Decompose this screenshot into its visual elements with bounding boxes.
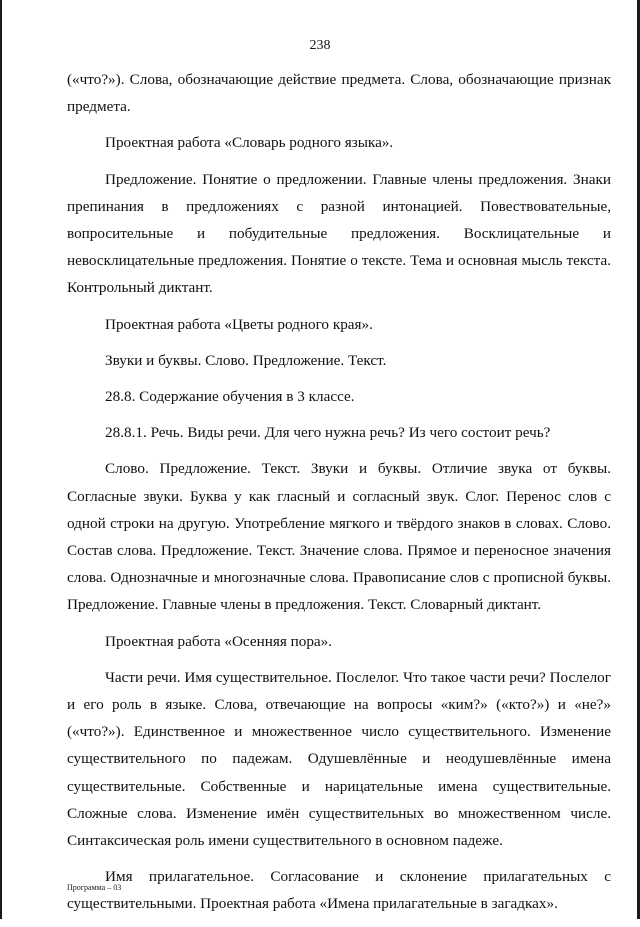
paragraph-parts-of-speech: Части речи. Имя существительное. Послелог. Что такое части речи? Послелог и его роль в языке. Слова, отвечающие на вопросы «ким?» («кто?») и «не?» («что?»). Единственное и множественное число существительного. Изменение существительного по падежам. Одушевлённые и неодушевлённые имена существительные. Собственные и нарицательные имена существительные. Сложные слова. Изменение имён существительных во множественном числе. Синтаксическая роль имени существительного в основном падеже.	[67, 668, 611, 850]
section-heading-3-grade: 28.8. Содержание обучения в 3 классе.	[105, 388, 355, 406]
paragraph-project-dictionary: Проектная работа «Словарь родного языка».	[105, 134, 394, 152]
page-border-left	[0, 0, 2, 919]
page-number: 238	[309, 38, 331, 53]
paragraph-continuation: («что?»). Слова, обозначающие действие предмета. Слова, обозначающие признак предмета.	[67, 71, 611, 116]
subsection-heading-speech: 28.8.1. Речь. Виды речи. Для чего нужна речь? Из чего состоит речь?	[105, 424, 551, 442]
paragraph-word-sentence: Слово. Предложение. Текст. Звуки и буквы. Отличие звука от буквы. Согласные звуки. Буква у как гласный и согласный звук. Слог. Перенос слов с одной строки на другую. Употребление мягкого и твёрдого знаков в словах. Слово. Состав слова. Предложение. Текст. Значение слова. Прямое и переносное значения слова. Однозначные и многозначные слова. Правописание слов с прописной буквы. Предложение. Главные члены в предложения. Текст. Словарный диктант.	[67, 460, 611, 614]
document-body	[67, 66, 611, 927]
paragraph-adjective: Имя прилагательное. Согласование и склонение прилагательных с существительными. Проектная работа «Имена прилагательные в загадках».	[67, 868, 611, 913]
paragraph-sounds-letters: Звуки и буквы. Слово. Предложение. Текст.	[105, 351, 387, 369]
footer-program-label: Программа – 03	[67, 883, 122, 892]
paragraph-sentence: Предложение. Понятие о предложении. Главные члены предложения. Знаки препинания в предложениях с разной интонацией. Повествовательные, вопросительные и побудительные предложения. Восклицательные и невосклицательные предложения. Понятие о тексте. Тема и основная мысль текста. Контрольный диктант.	[67, 170, 611, 297]
paragraph-project-autumn: Проектная работа «Осенняя пора».	[105, 632, 333, 650]
paragraph-project-flowers: Проектная работа «Цветы родного края».	[105, 315, 373, 333]
